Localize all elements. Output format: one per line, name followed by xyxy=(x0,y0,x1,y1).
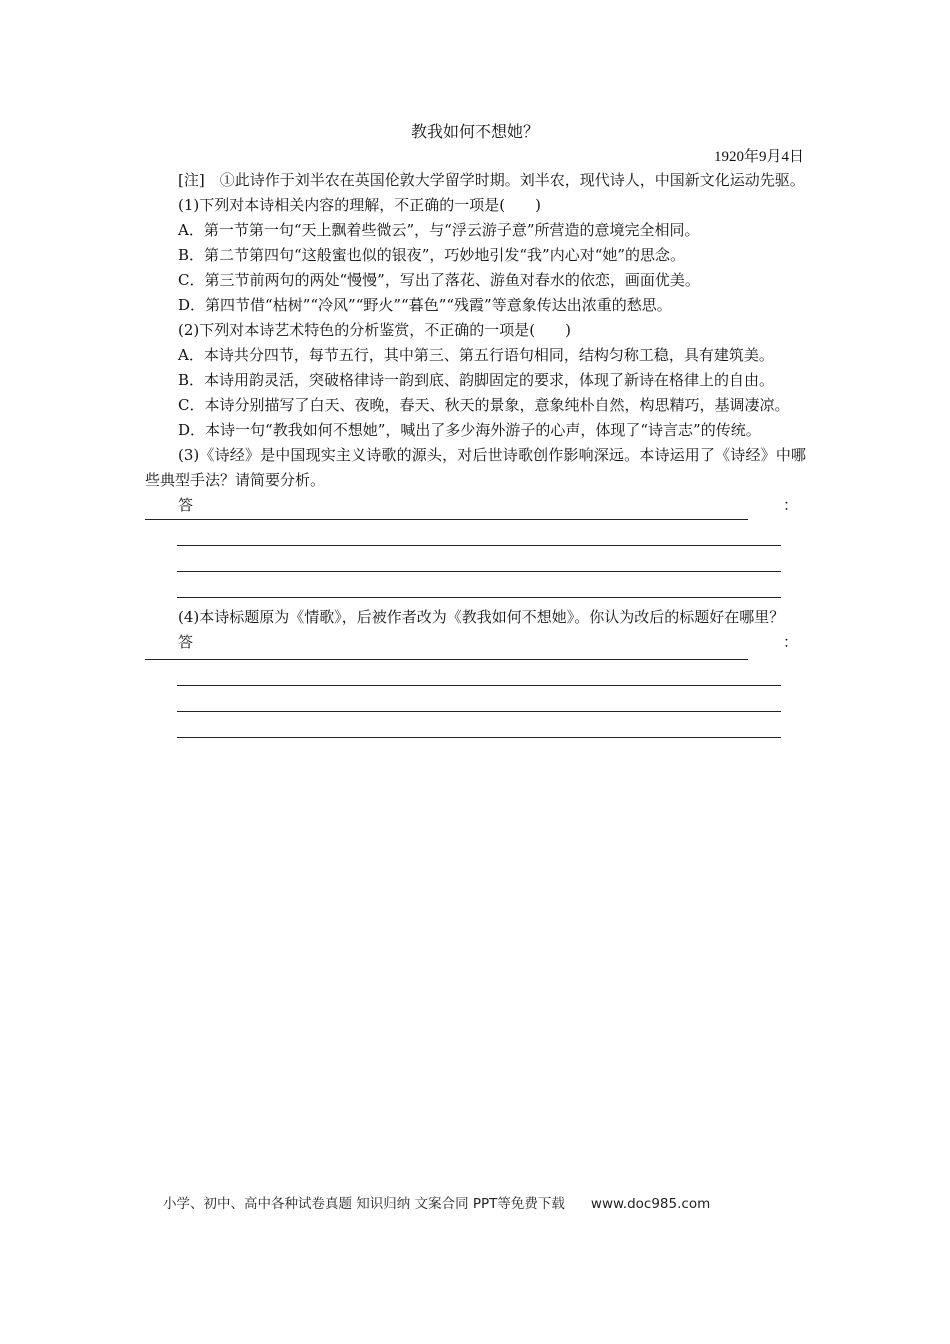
q4-answer-colon: ： xyxy=(782,633,798,651)
q2-option-a: A．本诗共分四节，每节五行，其中第三、第五行语句相同，结构匀称工稳，具有建筑美。 xyxy=(178,346,774,364)
q4-answer-row xyxy=(145,630,806,655)
q3-answer-colon: ： xyxy=(782,496,798,514)
answer-line[interactable] xyxy=(177,571,781,572)
q2-option-c: C．本诗分别描写了白天、夜晚，春天、秋天的景象，意象纯朴自然，构思精巧，基调凄凉。 xyxy=(178,396,790,414)
footer-text: 小学、初中、高中各种试卷真题 知识归纳 文案合同 PPT等免费下载 xyxy=(163,1196,565,1212)
answer-line[interactable] xyxy=(177,597,781,598)
poem-date: 1920年9月4日 xyxy=(713,149,804,165)
q2-stem: (2)下列对本诗艺术特色的分析鉴赏，不正确的一项是( ) xyxy=(178,321,571,339)
page-footer xyxy=(163,1192,710,1212)
q1-stem: (1)下列对本诗相关内容的理解，不正确的一项是( ) xyxy=(178,196,541,214)
q1-option-b: B．第二节第四句“这般蜜也似的银夜”，巧妙地引发“我”内心对“她”的思念。 xyxy=(178,246,686,264)
q4-answer-label: 答 xyxy=(178,633,194,651)
q2-option-b: B．本诗用韵灵活，突破格律诗一韵到底、韵脚固定的要求，体现了新诗在格律上的自由。 xyxy=(178,371,775,389)
answer-line[interactable] xyxy=(177,737,781,738)
q3-answer-label: 答 xyxy=(178,496,194,514)
q3-stem: (3)《诗经》是中国现实主义诗歌的源头，对后世诗歌创作影响深远。本诗运用了《诗经》中哪些典型手法？请简要分析。 xyxy=(145,446,806,489)
answer-line[interactable] xyxy=(177,685,781,686)
footer-site-link[interactable]: www.doc985.com xyxy=(590,1196,711,1212)
q3-answer-area[interactable] xyxy=(145,519,806,598)
q4-stem: (4)本诗标题原为《情歌》，后被作者改为《教我如何不想她》。你认为改后的标题好在哪里？ xyxy=(178,608,785,626)
answer-line[interactable] xyxy=(145,659,748,660)
q1-option-a: A．第一节第一句“天上飘着些微云”，与“浮云游子意”所营造的意境完全相同。 xyxy=(178,221,700,239)
answer-line[interactable] xyxy=(145,519,748,520)
annotation-note: [注] ①此诗作于刘半农在英国伦敦大学留学时期。刘半农，现代诗人，中国新文化运动先驱。 xyxy=(178,171,805,189)
answer-line[interactable] xyxy=(177,545,781,546)
q4-answer-area[interactable] xyxy=(145,659,806,738)
q1-option-d: D．第四节借“枯树”“冷风”“野火”“暮色”“残霞”等意象传达出浓重的愁思。 xyxy=(178,296,672,314)
poem-title: 教我如何不想她？ xyxy=(410,122,539,141)
question-body xyxy=(145,168,806,738)
q1-option-c: C．第三节前两句的两处“慢慢”，写出了落花、游鱼对春水的依恋，画面优美。 xyxy=(178,271,700,289)
answer-line[interactable] xyxy=(177,711,781,712)
q2-option-d: D．本诗一句“教我如何不想她”，喊出了多少海外游子的心声，体现了“诗言志”的传统。 xyxy=(178,421,761,439)
q3-answer-row xyxy=(145,493,806,518)
